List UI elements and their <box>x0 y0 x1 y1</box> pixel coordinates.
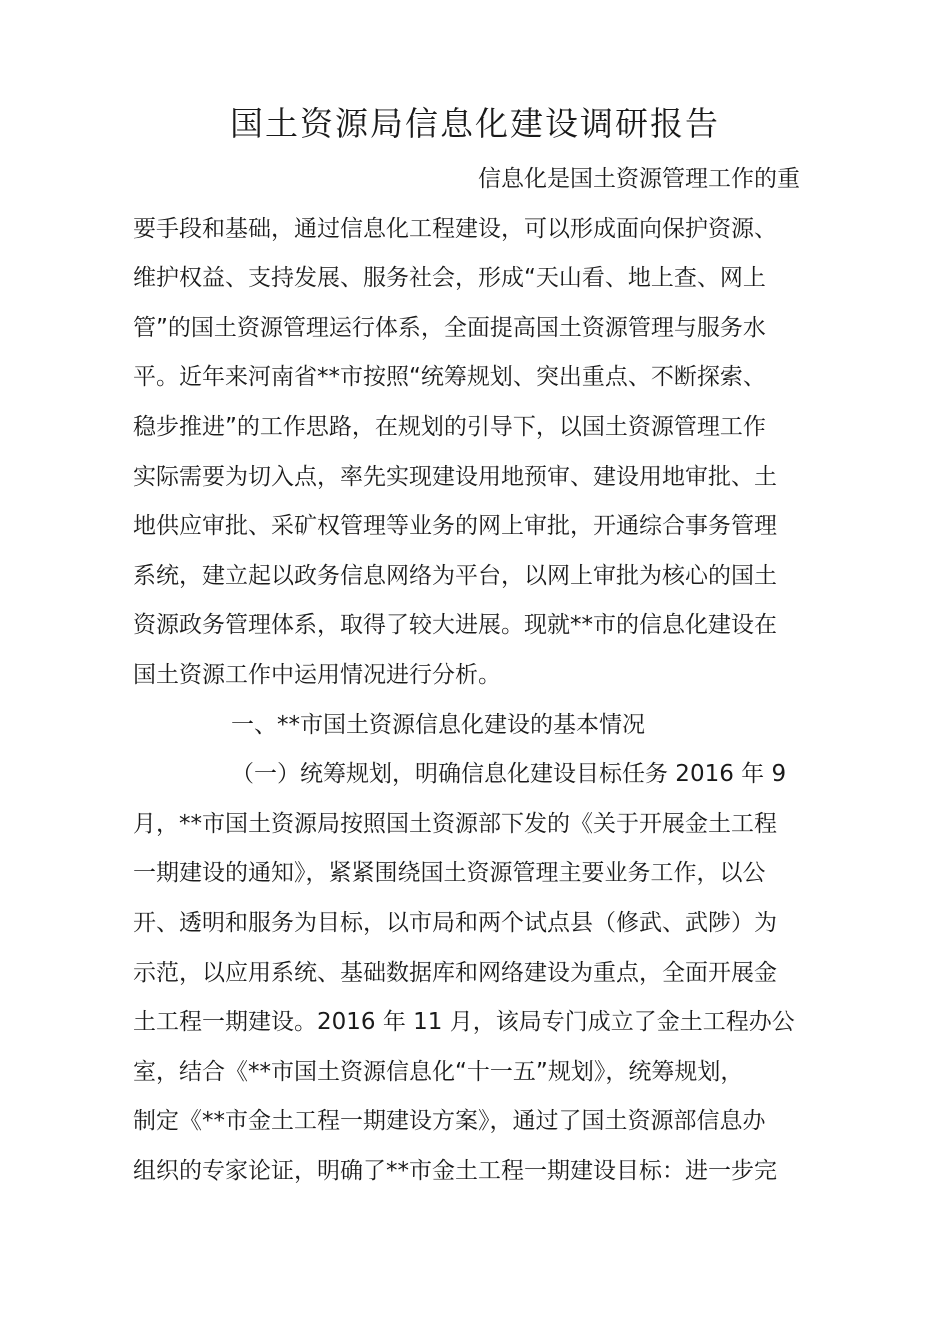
paragraph-line: 示范，以应用系统、基础数据库和网络建设为重点，全面开展金 <box>133 959 777 986</box>
paragraph-line: 一期建设的通知》，紧紧围绕国土资源管理主要业务工作，以公 <box>133 860 766 887</box>
document-body <box>133 155 823 1196</box>
paragraph-line: 开、透明和服务为目标，以市局和两个试点县（修武、武陟）为 <box>133 909 777 936</box>
paragraph-line: 稳步推进”的工作思路，在规划的引导下，以国土资源管理工作 <box>133 413 766 440</box>
paragraph-line: 室，结合《**市国土资源信息化“十一五”规划》，统筹规划， <box>133 1058 744 1085</box>
paragraph-line: 实际需要为切入点，率先实现建设用地预审、建设用地审批、土 <box>133 463 777 490</box>
document-title: 国土资源局信息化建设调研报告 <box>230 104 720 143</box>
paragraph-line: 维护权益、支持发展、服务社会，形成“天山看、地上查、网上 <box>133 265 766 292</box>
paragraph-line: 土工程一期建设。2016 年 11 月，该局专门成立了金土工程办公 <box>133 1009 795 1036</box>
section-heading: 一、**市国土资源信息化建设的基本情况 <box>231 711 645 738</box>
paragraph-line: 信息化是国土资源管理工作的重 <box>478 166 800 192</box>
paragraph-line: 管”的国土资源管理运行体系，全面提高国土资源管理与服务水 <box>133 314 766 341</box>
paragraph-line: 国土资源工作中运用情况进行分析。 <box>133 661 501 688</box>
paragraph-line: 平。近年来河南省**市按照“统筹规划、突出重点、不断探索、 <box>133 364 766 391</box>
paragraph-line: 系统，建立起以政务信息网络为平台，以网上审批为核心的国土 <box>133 562 777 589</box>
paragraph-line: 资源政务管理体系，取得了较大进展。现就**市的信息化建设在 <box>133 612 777 639</box>
paragraph-line: 组织的专家论证，明确了**市金土工程一期建设目标：进一步完 <box>133 1157 777 1184</box>
paragraph-line: 制定《**市金土工程一期建设方案》，通过了国土资源部信息办 <box>133 1108 766 1135</box>
paragraph-line: 地供应审批、采矿权管理等业务的网上审批，开通综合事务管理 <box>133 513 777 540</box>
paragraph-line: 月，**市国土资源局按照国土资源部下发的《关于开展金土工程 <box>133 810 777 837</box>
subsection-heading: （一）统筹规划，明确信息化建设目标任务 2016 年 9 <box>231 761 787 788</box>
paragraph-line: 要手段和基础，通过信息化工程建设，可以形成面向保护资源、 <box>133 215 777 242</box>
